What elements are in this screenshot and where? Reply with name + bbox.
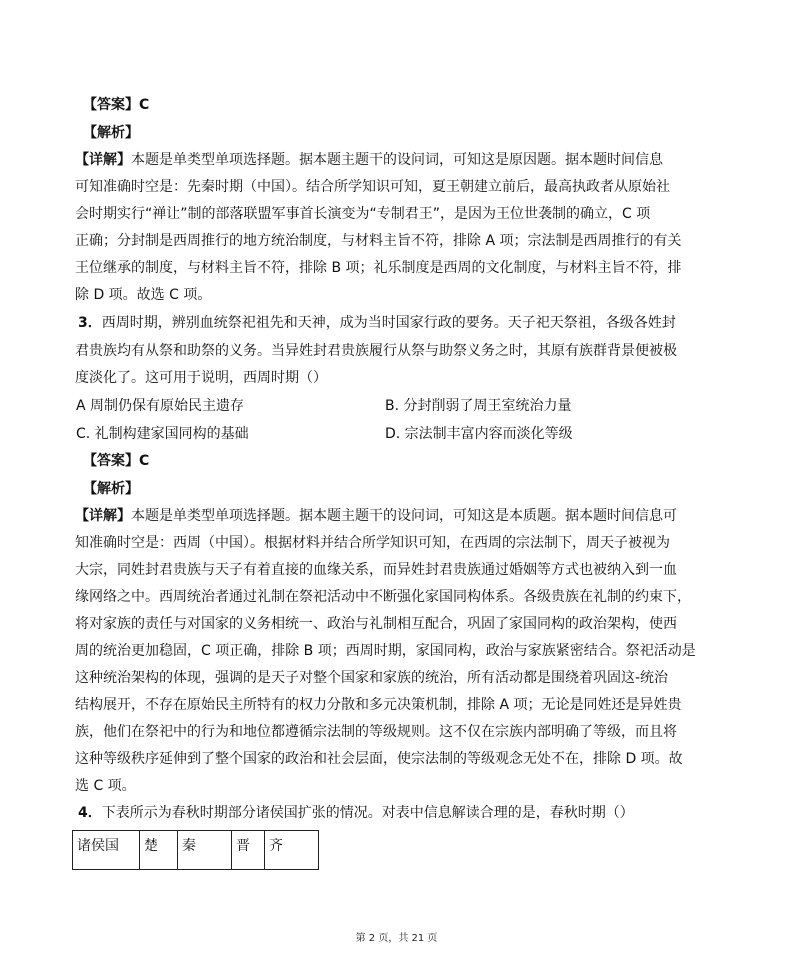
detail-text: 本题是单类型单项选择题。据本题主题干的设问词，可知这是原因题。据本题时间信息 — [131, 152, 663, 168]
detail-line: 周的统治更加稳固，C 项正确，排除 B 项；西周时期，家国同构，政治与家族紧密结合。祭祀活动是 — [75, 643, 696, 659]
answer-line-2 — [83, 95, 723, 115]
option-d: D. 宗法制丰富内容而淡化等级 — [385, 426, 573, 442]
analysis-label: 【解析】 — [83, 481, 139, 497]
question-4-text: 下表所示为春秋时期部分诸侯国扩张的情况。对表中信息解读合理的是，春秋时期（） — [101, 805, 634, 821]
detail-line: 会时期实行“禅让”制的部落联盟军事首长演变为“专制君王”，是因为王位世袭制的确立，C 项 — [75, 206, 651, 222]
detail-line: 除 D 项。故选 C 项。 — [75, 287, 212, 303]
analysis-tag — [83, 123, 723, 143]
table-header-cell: 楚 — [140, 831, 178, 870]
detail-text: 本题是单类型单项选择题。据本题主题干的设问词，可知这是本质题。据本题时间信息可 — [131, 508, 677, 524]
detail-line — [75, 150, 715, 170]
detail-line: 大宗，同姓封君贵族与天子有着直接的血缘关系，而异姓封君贵族通过婚姻等方式也被纳入到一血 — [75, 562, 677, 578]
question-4-line — [78, 803, 718, 823]
table-row — [73, 831, 319, 870]
states-table — [72, 830, 319, 870]
answer-tag: 【答案】 — [83, 97, 139, 113]
detail-line: 将对家族的责任与对国家的义务相统一、政治与礼制相互配合，巩固了家国同构的政治架构，使西 — [75, 616, 677, 632]
table-header-cell: 秦 — [178, 831, 232, 870]
detail-line: 族，他们在祭祀中的行为和地位都遵循宗法制的等级规则。这不仅在宗族内部明确了等级，而且将 — [75, 724, 677, 740]
question-3-number: 3． — [78, 315, 102, 331]
detail-line — [75, 506, 715, 526]
detail-line: 可知准确时空是：先秦时期（中国）。结合所学知识可知，夏王朝建立前后，最高执政者从原始社 — [75, 179, 670, 195]
option-b: B. 分封削弱了周王室统治力量 — [385, 398, 572, 414]
detail-line: 结构展开，不存在原始民主所特有的权力分散和多元决策机制，排除 A 项；无论是同姓还是异姓贵 — [75, 697, 682, 713]
detail-line: 缘网络之中。西周统治者通过礼制在祭祀活动中不断强化家国同构体系。各级贵族在礼制的约束下， — [75, 589, 691, 605]
answer-line-3 — [83, 451, 723, 471]
answer-tag: 【答案】 — [83, 453, 139, 469]
table-header-cell: 晋 — [232, 831, 265, 870]
table-header-cell: 诸侯国 — [73, 831, 140, 870]
option-a: A 周制仍保有原始民主遗存 — [76, 398, 245, 414]
detail-line: 选 C 项。 — [75, 778, 136, 794]
detail-line: 这种等级秩序延伸到了整个国家的政治和社会层面，使宗法制的等级观念无处不在，排除 D 项。故 — [75, 751, 683, 767]
question-3-line — [78, 313, 718, 333]
analysis-label: 【解析】 — [83, 125, 139, 141]
question-3-text: 西周时期，辨别血统祭祀祖先和天神，成为当时国家行政的要务。天子祀天祭祖，各级各姓封 — [101, 315, 676, 331]
analysis-tag — [83, 479, 723, 499]
detail-line: 知准确时空是：西周（中国）。根据材料并结合所学知识可知，在西周的宗法制下，周天子被视为 — [75, 535, 670, 551]
answer-value: C — [139, 453, 150, 469]
page-footer: 第 2 页，共 21 页 — [355, 933, 438, 944]
detail-line: 正确；分封制是西周推行的地方统治制度，与材料主旨不符，排除 A 项；宗法制是西周推行的有关 — [75, 233, 682, 249]
option-c: C. 礼制构建家国同构的基础 — [76, 426, 249, 442]
question-4-number: 4． — [78, 805, 102, 821]
answer-value: C — [139, 97, 150, 113]
question-3-line: 君贵族均有从祭和助祭的义务。当异姓封君贵族履行从祭与助祭义务之时，其原有族群背景便被极 — [75, 343, 677, 359]
detail-tag: 【详解】 — [75, 152, 131, 168]
detail-line: 王位继承的制度，与材料主旨不符，排除 B 项；礼乐制度是西周的文化制度，与材料主旨不符，排 — [75, 260, 682, 276]
detail-line: 这种统治架构的体现，强调的是天子对整个国家和家族的统治，所有活动都是围绕着巩固这-统治 — [75, 670, 669, 686]
table-header-cell: 齐 — [265, 831, 319, 870]
detail-tag: 【详解】 — [75, 508, 131, 524]
question-3-line: 度淡化了。这可用于说明，西周时期（） — [75, 370, 327, 386]
